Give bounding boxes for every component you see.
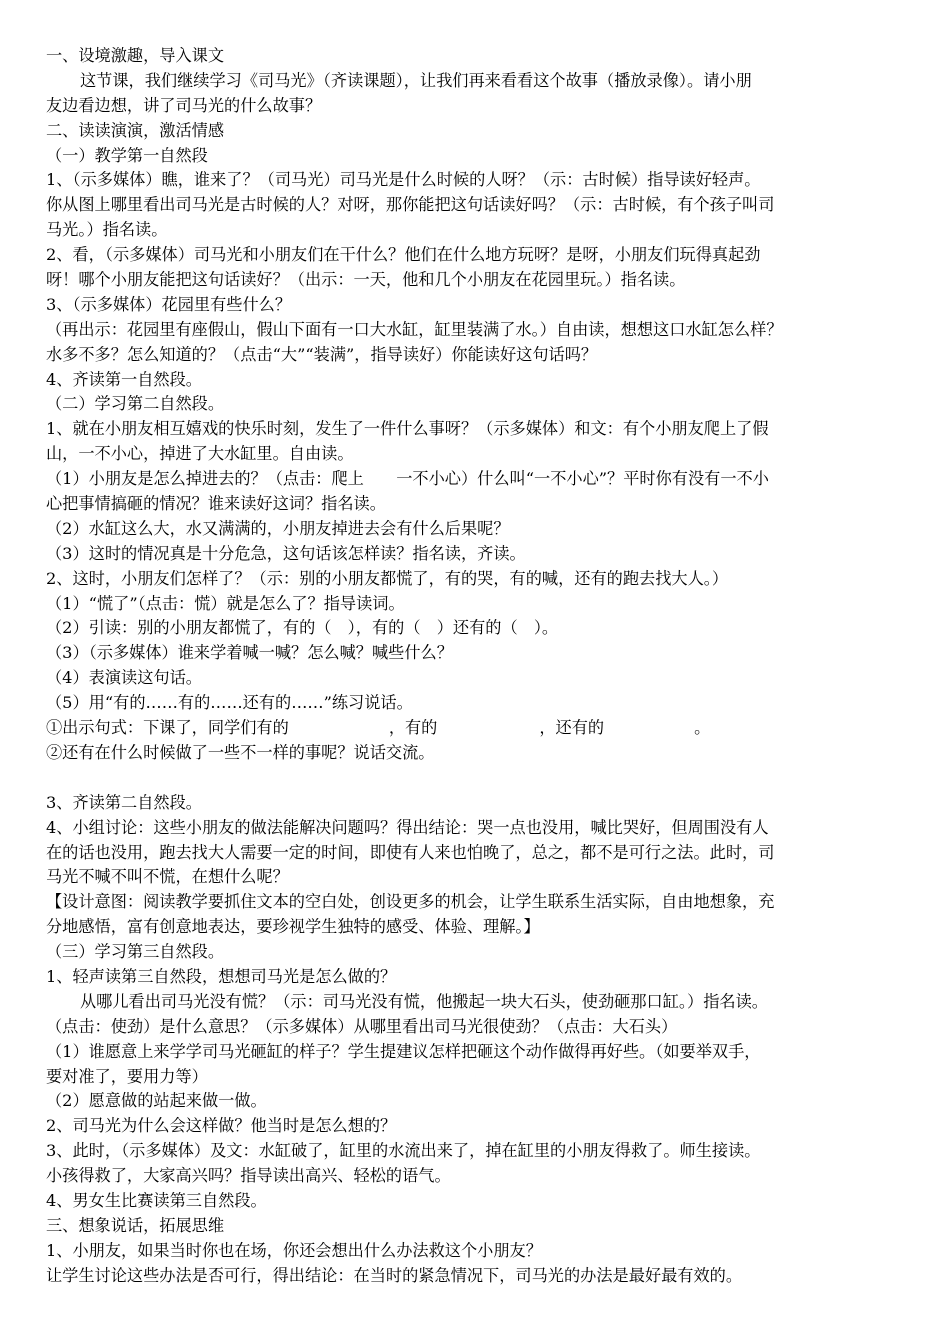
subsection-heading-1: （一）教学第一自然段 [46,145,208,165]
paragraph-line: 水多不多？怎么知道的？（点击“大”“装满”，指导读好）你能读好这句话吗？ [46,344,598,364]
paragraph-line: （1）小朋友是怎么掉进去的？（点击：爬上 一不小心）什么叫“一不小心”？平时你有没有一不小 [46,469,769,489]
paragraph-line: 这节课，我们继续学习《司马光》（齐读课题），让我们再来看看这个故事（播放录像）。请小朋 [80,70,752,90]
paragraph-line: （3）（示多媒体）谁来学着喊一喊？怎么喊？喊些什么？ [46,643,453,663]
sentence-pattern-part: ，有的 [388,718,438,738]
paragraph-line: 3、齐读第二自然段。 [46,792,202,812]
sentence-pattern-part: ①出示句式：下课了，同学们有的 [46,718,289,738]
paragraph-line: （2）愿意做的站起来做一做。 [46,1091,267,1111]
sentence-pattern-line [46,716,908,741]
paragraph-line: 心把事情搞砸的情况？谁来读好这词？指名读。 [46,494,386,514]
paragraph-line: 4、齐读第一自然段。 [46,369,202,389]
sentence-pattern-part: ，还有的 [539,718,605,738]
blank-line [46,766,908,791]
paragraph-line: 小孩得救了，大家高兴吗？指导读出高兴、轻松的语气。 [46,1166,451,1186]
paragraph-line: 马光。）指名读。 [46,220,168,240]
paragraph-line: 马光不喊不叫不慌，在想什么呢？ [46,867,289,887]
paragraph-line: 从哪儿看出司马光没有慌？（示：司马光没有慌，他搬起一块大石头，使劲砸那口缸。）指名读。 [80,991,768,1011]
section-heading-3: 三、想象说话，拓展思维 [46,1215,225,1235]
paragraph-line: （再出示：花园里有座假山，假山下面有一口大水缸，缸里装满了水。）自由读，想想这口水缸怎么样？ [46,319,783,339]
paragraph-line: 你从图上哪里看出司马光是古时候的人？对呀，那你能把这句话读好吗？（示：古时候，有个孩子叫司 [46,195,775,215]
paragraph-line: 1、小朋友，如果当时你也在场，你还会想出什么办法救这个小朋友？ [46,1240,542,1260]
subsection-heading-2: （二）学习第二自然段。 [46,394,225,414]
paragraph-line: 1、轻声读第三自然段，想想司马光是怎么做的？ [46,966,397,986]
sentence-pattern-part: 。 [694,718,711,738]
paragraph-line: 让学生讨论这些办法是否可行，得出结论：在当时的紧急情况下，司马光的办法是最好最有效的。 [46,1265,743,1285]
paragraph-line: 要对准了，要用力等） [46,1066,208,1086]
paragraph-line: （2）水缸这么大，水又满满的，小朋友掉进去会有什么后果呢？ [46,518,510,538]
paragraph-line: 3、此时，（示多媒体）及文：水缸破了，缸里的水流出来了，掉在缸里的小朋友得救了。师生接读。 [46,1141,761,1161]
paragraph-line: 呀！哪个小朋友能把这句话读好？（出示：一天，他和几个小朋友在花园里玩。）指名读。 [46,270,686,290]
paragraph-line: 在的话也没用，跑去找大人需要一定的时间，即使有人来也怕晚了，总之，都不是可行之法。此时，司 [46,842,775,862]
paragraph-line: （1）谁愿意上来学学司马光砸缸的样子？学生提建议怎样把砸这个动作做得再好些。（如要举双手， [46,1041,761,1061]
paragraph-line: （4）表演读这句话。 [46,668,202,688]
paragraph-line: （点击：使劲）是什么意思？（示多媒体）从哪里看出司马光很使劲？（点击：大石头） [46,1016,678,1036]
paragraph-line: 3、（示多媒体）花园里有些什么？ [46,294,292,314]
section-heading-2: 二、读读演演，激活情感 [46,120,225,140]
section-heading-1: 一、设境激趣，导入课文 [46,46,225,65]
paragraph-line: 2、看，（示多媒体）司马光和小朋友们在干什么？他们在什么地方玩呀？是呀，小朋友们玩得真起劲 [46,245,761,265]
design-intent-line: 分地感悟，富有创意地表达，要珍视学生独特的感受、体验、理解。】 [46,917,540,937]
subsection-heading-3: （三）学习第三自然段。 [46,942,225,962]
paragraph-line: 2、这时，小朋友们怎样了？（示：别的小朋友都慌了，有的哭，有的喊，还有的跑去找大人。） [46,568,729,588]
paragraph-line: （5）用“有的……有的……还有的……”练习说话。 [46,693,413,713]
paragraph-line: 友边看边想，讲了司马光的什么故事？ [46,95,322,115]
paragraph-line: 2、司马光为什么会这样做？他当时是怎么想的？ [46,1116,397,1136]
paragraph-line: 1、就在小朋友相互嬉戏的快乐时刻，发生了一件什么事呀？（示多媒体）和文：有个小朋友爬上了假 [46,419,769,439]
design-intent-line: 【设计意图：阅读教学要抓住文本的空白处，创设更多的机会，让学生联系生活实际，自由地想象，充 [46,892,775,912]
paragraph-line: ②还有在什么时候做了一些不一样的事呢？说话交流。 [46,742,435,762]
paragraph-line: 4、小组讨论：这些小朋友的做法能解决问题吗？得出结论：哭一点也没用，喊比哭好，但周围没有人 [46,817,769,837]
paragraph-line: （3）这时的情况真是十分危急，这句话该怎样读？指名读，齐读。 [46,543,526,563]
document-page [46,44,908,1289]
paragraph-line: 1、（示多媒体）瞧，谁来了？（司马光）司马光是什么时候的人呀？（示：古时候）指导读好轻声。 [46,170,761,190]
paragraph-line: （1）“慌了”（点击：慌）就是怎么了？指导读词。 [46,593,405,613]
paragraph-line: （2）引读：别的小朋友都慌了，有的（ ），有的（ ）还有的（ ）。 [46,618,559,638]
paragraph-line: 山，一不小心，掉进了大水缸里。自由读。 [46,444,354,464]
paragraph-line: 4、男女生比赛读第三自然段。 [46,1190,267,1210]
